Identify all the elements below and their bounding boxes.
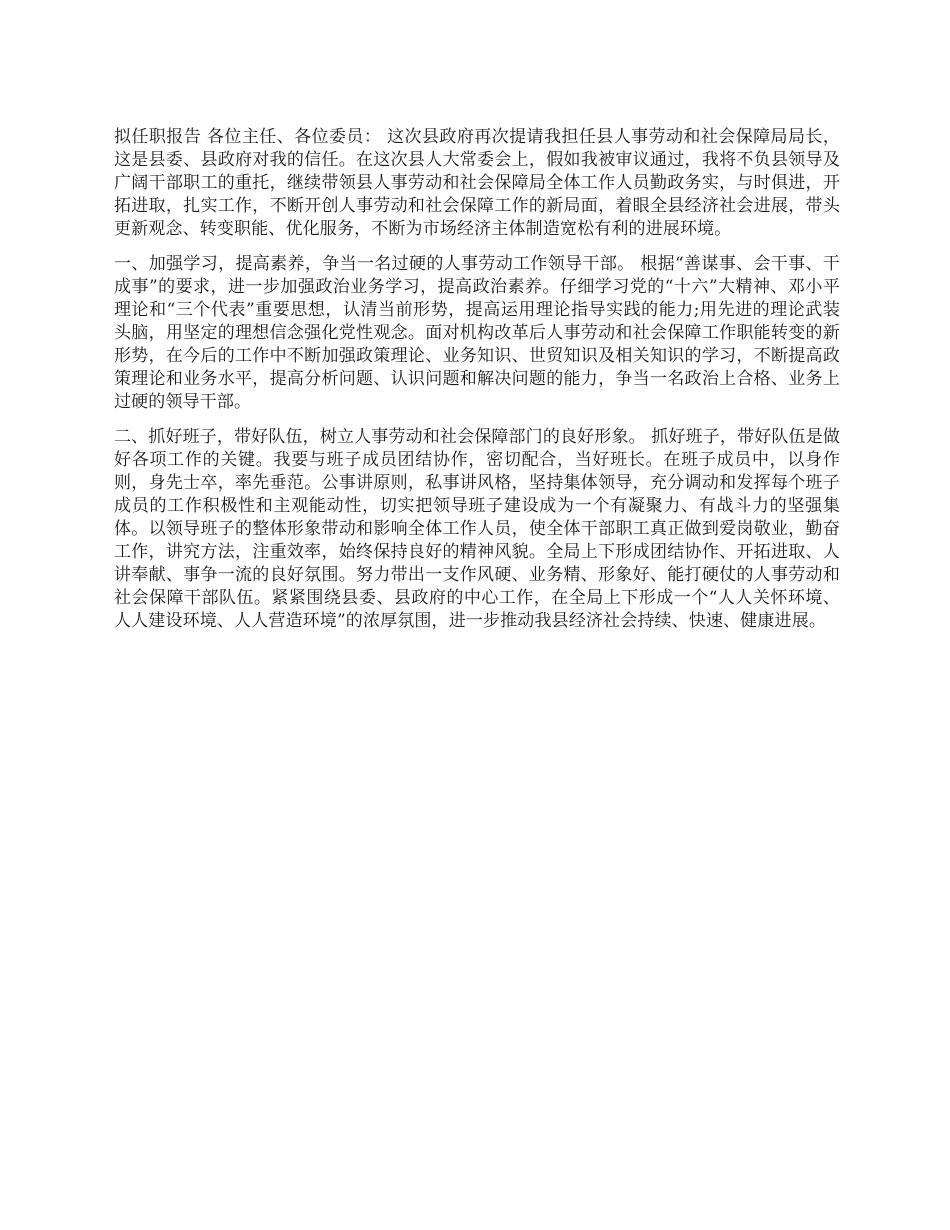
document-body (114, 126, 840, 645)
section-one-paragraph: 一、加强学习，提高素养，争当一名过硬的人事劳动工作领导干部。 根据“善谋事、会干事、干成事”的要求，进一步加强政治业务学习，提高政治素养。仔细学习党的“十六”大精神、邓小平理论和“三个代表”重要思想，认清当前形势，提高运用理论指导实践的能力;用先进的理论武装头脑，用坚定的理想信念强化党性观念。面对机构改革后人事劳动和社会保障工作职能转变的新形势，在今后的工作中不断加强政策理论、业务知识、世贸知识及相关知识的学习，不断提高政策理论和业务水平，提高分析问题、认识问题和解决问题的能力，争当一名政治上合格、业务上过硬的领导干部。 (114, 254, 840, 412)
section-two-paragraph: 二、抓好班子，带好队伍，树立人事劳动和社会保障部门的良好形象。 抓好班子，带好队伍是做好各项工作的关键。我要与班子成员团结协作，密切配合，当好班长。在班子成员中，以身作则，身先士卒，率先垂范。公事讲原则，私事讲风格，坚持集体领导，充分调动和发挥每个班子成员的工作积极性和主观能动性，切实把领导班子建设成为一个有凝聚力、有战斗力的坚强集体。以领导班子的整体形象带动和影响全体工作人员，使全体干部职工真正做到爱岗敬业，勤奋工作，讲究方法，注重效率，始终保持良好的精神风貌。全局上下形成团结协作、开拓进取、人讲奉献、事争一流的良好氛围。努力带出一支作风硬、业务精、形象好、能打硬仗的人事劳动和社会保障干部队伍。紧紧围绕县委、县政府的中心工作，在全局上下形成一个“人人关怀环境、人人建设环境、人人营造环境”的浓厚氛围，进一步推动我县经济社会持续、快速、健康进展。 (114, 427, 840, 631)
intro-paragraph: 拟任职报告 各位主任、各位委员： 这次县政府再次提请我担任县人事劳动和社会保障局局长，这是县委、县政府对我的信任。在这次县人大常委会上，假如我被审议通过，我将不负县领导及广阔干部职工的重托，继续带领县人事劳动和社会保障局全体工作人员勤政务实，与时俱进，开拓进取，扎实工作，不断开创人事劳动和社会保障工作的新局面，着眼全县经济社会进展，带头更新观念、转变职能、优化服务，不断为市场经济主体制造宽松有利的进展环境。 (114, 127, 840, 239)
